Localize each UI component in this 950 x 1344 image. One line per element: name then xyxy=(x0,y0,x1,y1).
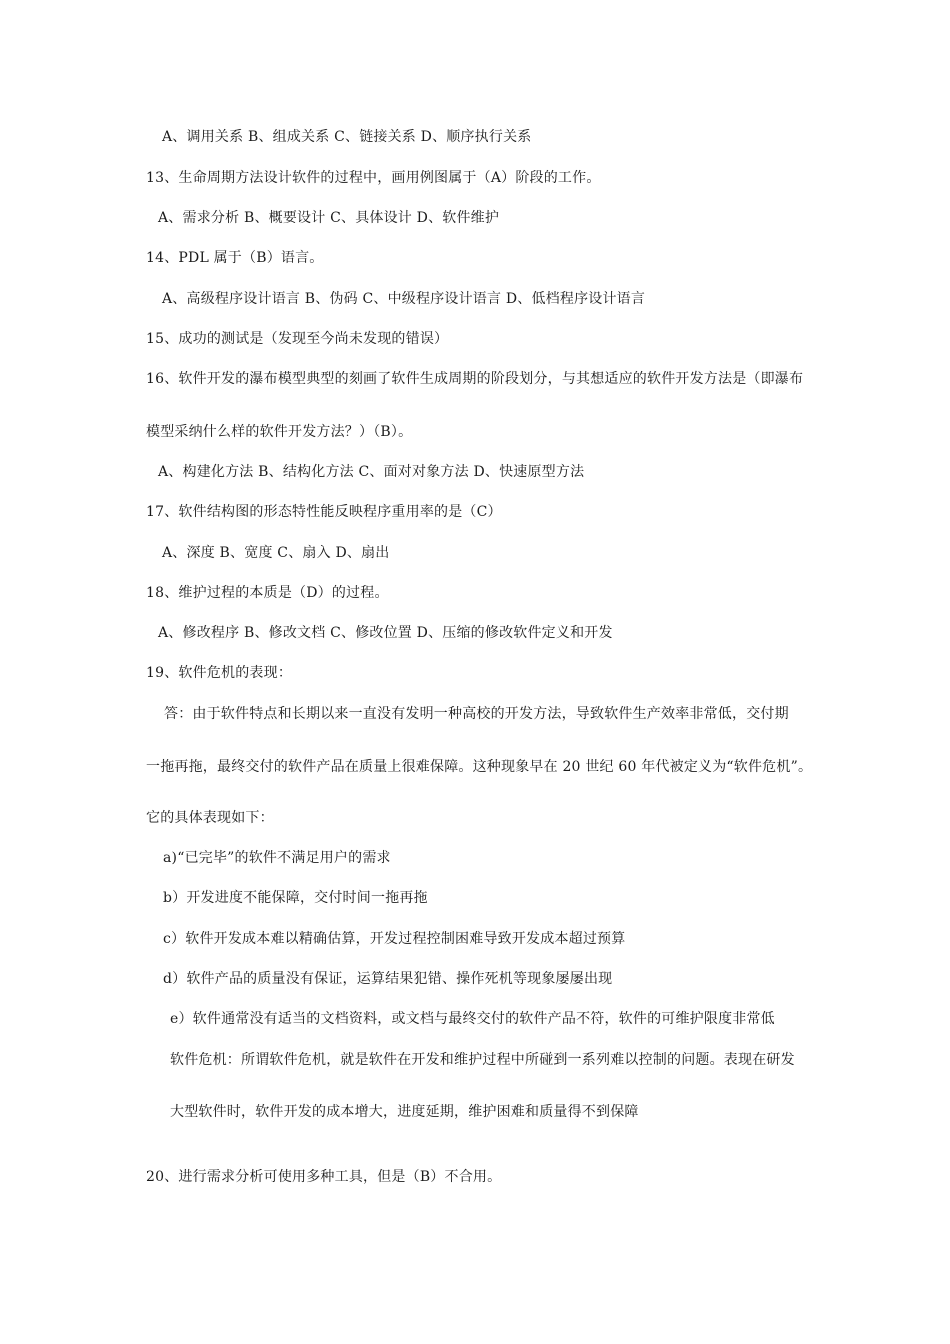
question-13: 13、生命周期方法设计软件的过程中，画用例图属于（A）阶段的工作。 xyxy=(146,170,601,186)
q12-options: A、调用关系 B、组成关系 C、链接关系 D、顺序执行关系 xyxy=(162,129,532,145)
crisis-definition: 软件危机：所谓软件危机，就是软件在开发和维护过程中所碰到一系列难以控制的问题。表现在研发 xyxy=(170,1052,795,1068)
q19-item-b: b）开发进度不能保障，交付时间一拖再拖 xyxy=(163,890,428,906)
question-14: 14、PDL 属于（B）语言。 xyxy=(146,250,324,266)
q19-item-a: a)“已完毕”的软件不满足用户的需求 xyxy=(163,850,391,866)
q19-answer: 答：由于软件特点和长期以来一直没有发明一种高校的开发方法，导致软件生产效率非常低，交付期 xyxy=(164,706,789,722)
q19-item-d: d）软件产品的质量没有保证，运算结果犯错、操作死机等现象屡屡出现 xyxy=(163,971,613,987)
q18-options: A、修改程序 B、修改文档 C、修改位置 D、压缩的修改软件定义和开发 xyxy=(158,625,613,641)
question-17: 17、软件结构图的形态特性能反映程序重用率的是（C） xyxy=(146,504,502,520)
q19-list-intro: 它的具体表现如下： xyxy=(146,810,274,826)
q19-item-e: e）软件通常没有适当的文档资料，或文档与最终交付的软件产品不符，软件的可维护限度非常低 xyxy=(170,1011,775,1027)
q14-options: A、高级程序设计语言 B、伪码 C、中级程序设计语言 D、低档程序设计语言 xyxy=(162,291,646,307)
q13-options: A、需求分析 B、概要设计 C、具体设计 D、软件维护 xyxy=(158,210,500,226)
question-20: 20、进行需求分析可使用多种工具，但是（B）不合用。 xyxy=(146,1169,502,1185)
q19-item-c: c）软件开发成本难以精确估算，开发过程控制困难导致开发成本超过预算 xyxy=(163,931,626,947)
q17-options: A、深度 B、宽度 C、扇入 D、扇出 xyxy=(162,545,390,561)
q16-options: A、构建化方法 B、结构化方法 C、面对对象方法 D、快速原型方法 xyxy=(158,464,585,480)
question-16-cont: 模型采纳什么样的软件开发方法？）（B）。 xyxy=(146,424,413,440)
question-19: 19、软件危机的表现： xyxy=(146,665,293,681)
crisis-definition-cont: 大型软件时，软件开发的成本增大，进度延期，维护困难和质量得不到保障 xyxy=(170,1104,639,1120)
q19-answer-cont: 一拖再拖，最终交付的软件产品在质量上很难保障。这种现象早在 20 世纪 60 年代被定义为“软件危机”。 xyxy=(146,759,813,775)
question-18: 18、维护过程的本质是（D）的过程。 xyxy=(146,585,389,601)
question-15: 15、成功的测试是（发现至今尚未发现的错误） xyxy=(146,331,449,347)
question-16: 16、软件开发的瀑布模型典型的刻画了软件生成周期的阶段划分，与其想适应的软件开发方法是（即瀑布 xyxy=(146,371,804,387)
